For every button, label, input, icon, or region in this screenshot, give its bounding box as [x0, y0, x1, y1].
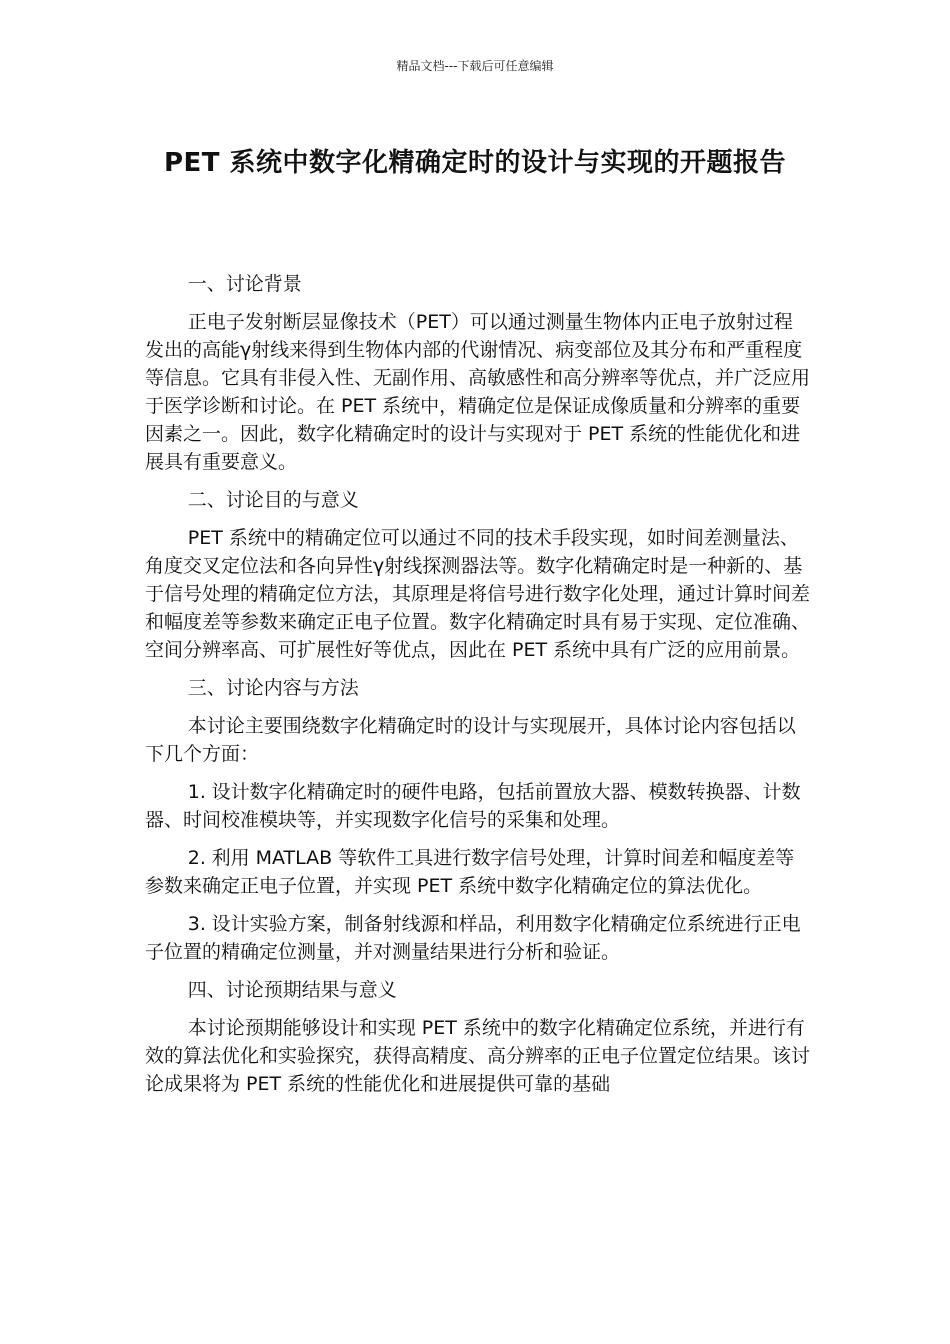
- paragraph-background: 正电子发射断层显像技术（PET）可以通过测量生物体内正电子放射过程发出的高能γ射线来得到生物体内部的代谢情况、病变部位及其分布和严重程度等信息。它具有非侵入性、无副作用、高敏感性和高分辨率等优点，并广泛应用于医学诊断和讨论。在 PET 系统中，精确定位是保证成像质量和分辨率的重要因素之一。因此，数字化精确定时的设计与实现对于 PET 系统的性能优化和进展具有重要意义。: [145, 311, 811, 473]
- list-item: [145, 778, 810, 834]
- list-item-number: 2.: [187, 847, 206, 869]
- document-title: PET 系统中数字化精确定时的设计与实现的开题报告: [163, 148, 787, 178]
- document-body: [145, 270, 810, 1108]
- list-item-text: 设计实验方案，制备射线源和样品，利用数字化精确定位系统进行正电子位置的精确定位测量，并对测量结果进行分析和验证。: [145, 913, 801, 963]
- list-item-text: 利用 MATLAB 等软件工具进行数字信号处理，计算时间差和幅度差等参数来确定正电子位置，并实现 PET 系统中数字化精确定位的算法优化。: [145, 847, 795, 897]
- list-item: [145, 910, 810, 966]
- section-heading-expected-results: 四、讨论预期结果与意义: [187, 979, 397, 1001]
- section-heading-content-method: 三、讨论内容与方法: [187, 677, 359, 699]
- list-item-number: 3.: [187, 913, 206, 935]
- paragraph-purpose: PET 系统中的精确定位可以通过不同的技术手段实现，如时间差测量法、角度交叉定位法和各向异性γ射线探测器法等。数字化精确定时是一种新的、基于信号处理的精确定位方法，其原理是将信号进行数字化处理，通过计算时间差和幅度差等参数来确定正电子位置。数字化精确定时具有易于实现、定位准确、空间分辨率高、可扩展性好等优点，因此在 PET 系统中具有广泛的应用前景。: [145, 527, 811, 661]
- paragraph-expected-results: 本讨论预期能够设计和实现 PET 系统中的数字化精确定位系统，并进行有效的算法优化和实验探究，获得高精度、高分辨率的正电子位置定位结果。该讨论成果将为 PET 系统的性能优化和进展提供可靠的基础: [145, 1017, 811, 1095]
- list-item-number: 1.: [187, 781, 206, 803]
- section-heading-purpose: 二、讨论目的与意义: [187, 489, 359, 511]
- list-item-text: 设计数字化精确定时的硬件电路，包括前置放大器、模数转换器、计数器、时间校准模块等，并实现数字化信号的采集和处理。: [145, 781, 801, 831]
- section-heading-background: 一、讨论背景: [187, 273, 302, 295]
- header-note: 精品文档---下载后可任意编辑: [396, 59, 554, 73]
- paragraph-content-intro: 本讨论主要围绕数字化精确定时的设计与实现展开，具体讨论内容包括以下几个方面：: [145, 715, 796, 765]
- list-item: [145, 844, 810, 900]
